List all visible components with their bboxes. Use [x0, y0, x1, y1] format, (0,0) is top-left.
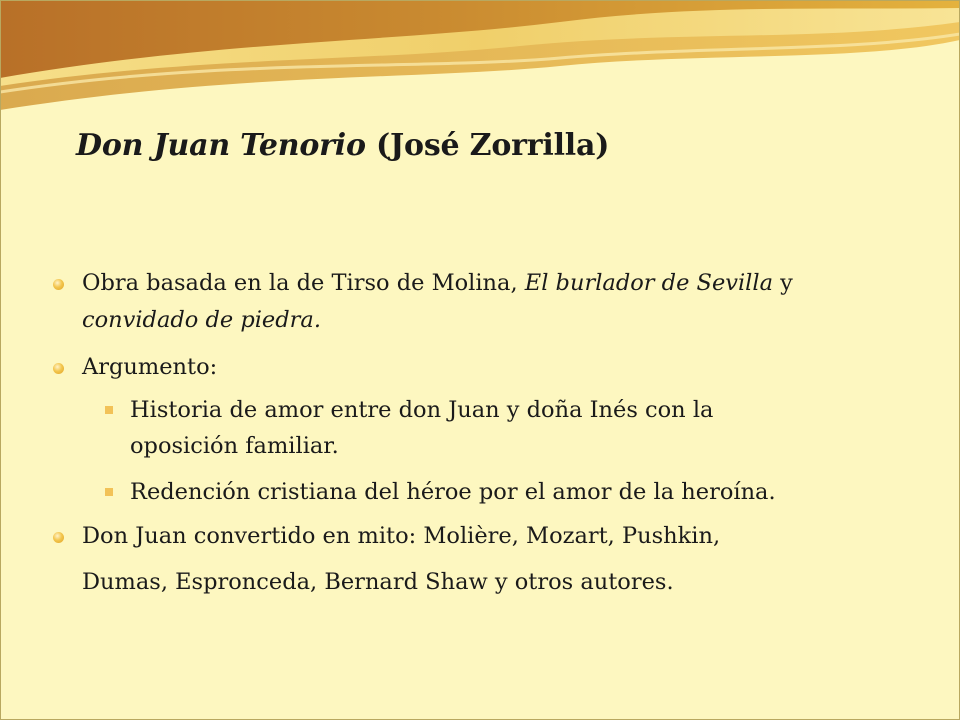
bullet-text-italic: El burlador de Sevilla: [524, 270, 773, 296]
bullet-item-mito-line2: Dumas, Espronceda, Bernard Shaw y otros autores.: [82, 569, 674, 595]
bullet-square-icon: [105, 406, 113, 414]
bullet-dot-icon: [53, 532, 64, 543]
bullet-dot-icon: [53, 279, 64, 290]
subbullet-redencion: Redención cristiana del héroe por el amor de la heroína.: [130, 479, 776, 505]
header-decoration: [0, 0, 960, 130]
bullet-item-argumento: Argumento:: [82, 354, 218, 380]
bullet-text: y: [772, 270, 793, 296]
bullet-item-source: [82, 265, 942, 302]
bullet-item-mito-line1: Don Juan convertido en mito: Molière, Mozart, Pushkin,: [82, 523, 721, 549]
bullet-square-icon: [105, 488, 113, 496]
bullet-dot-icon: [53, 363, 64, 374]
bullet-item-source-line2: convidado de piedra.: [82, 307, 321, 333]
subbullet-historia-line1: Historia de amor entre don Juan y doña Inés con la: [130, 397, 714, 423]
bullet-text: Obra basada en la de Tirso de Molina,: [82, 270, 525, 296]
title-work-name: Don Juan Tenorio: [76, 128, 366, 163]
title-author: (José Zorrilla): [365, 128, 610, 163]
subbullet-historia-line2: oposición familiar.: [130, 433, 339, 459]
slide-title: [76, 128, 609, 163]
